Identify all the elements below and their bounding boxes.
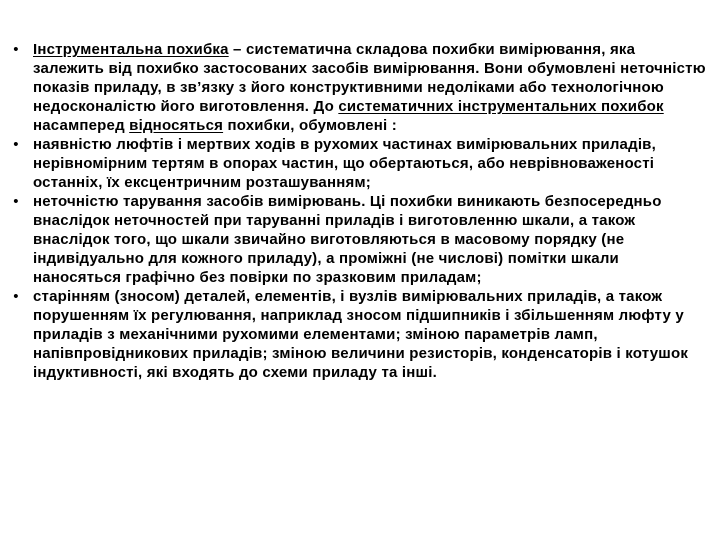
term-belong: відносяться xyxy=(129,117,224,134)
bullet-text: неточністю тарування засобів вимірювань. Ці похибки виникають безпосередньо внаслідок неточностей при таруванні приладів і виготовленню шкали, а також внаслідок того, що шкали звичайно виготовляються в масовому порядку (не індивідуально для кожного приладу), а проміжні (не числові) помітки шкали наносяться графічно без повірки по зразковим приладам; xyxy=(33,193,662,286)
bullet-item-4 xyxy=(10,287,710,382)
term-instrumental-error: Інструментальна похибка xyxy=(33,41,229,58)
bullet-list xyxy=(10,40,710,382)
bullet-item-3 xyxy=(10,192,710,287)
bullet-dot-icon: • xyxy=(13,41,19,58)
bullet-text: – систематична складова похибки вимірювання, яка залежить від похибко застосованих засобів вимірювання. Вони обумовлені неточністю показів приладу, в зв’язку з його конструктивними недоліками або технологічною недосконалістю його виготовлення. До xyxy=(33,41,706,115)
bullet-item-1 xyxy=(10,40,710,135)
bullet-item-2 xyxy=(10,135,710,192)
bullet-dot-icon: • xyxy=(13,288,19,305)
bullet-dot-icon: • xyxy=(13,136,19,153)
bullet-text: похибки, обумовлені : xyxy=(223,117,397,134)
bullet-text: насамперед xyxy=(33,117,130,134)
term-systematic-errors: систематичних інструментальних похибок xyxy=(338,98,664,115)
bullet-dot-icon: • xyxy=(13,193,19,210)
bullet-text: старінням (зносом) деталей, елементів, і вузлів вимірювальних приладів, а також порушенням їх регулювання, наприклад зносом підшипників і збільшенням люфту у приладів з механічними рухомими елементами; зміною параметрів ламп, напівпровідникових приладів; зміною величини резисторів, конденсаторів і котушок індуктивності, які входять до схеми приладу та інші. xyxy=(33,288,689,381)
bullet-text: наявністю люфтів і мертвих ходів в рухомих частинах вимірювальних приладів, нерівномірним тертям в опорах частин, що обертаються, або неврівноваженості останніх, їх ексцентричним розташуванням; xyxy=(33,136,656,191)
